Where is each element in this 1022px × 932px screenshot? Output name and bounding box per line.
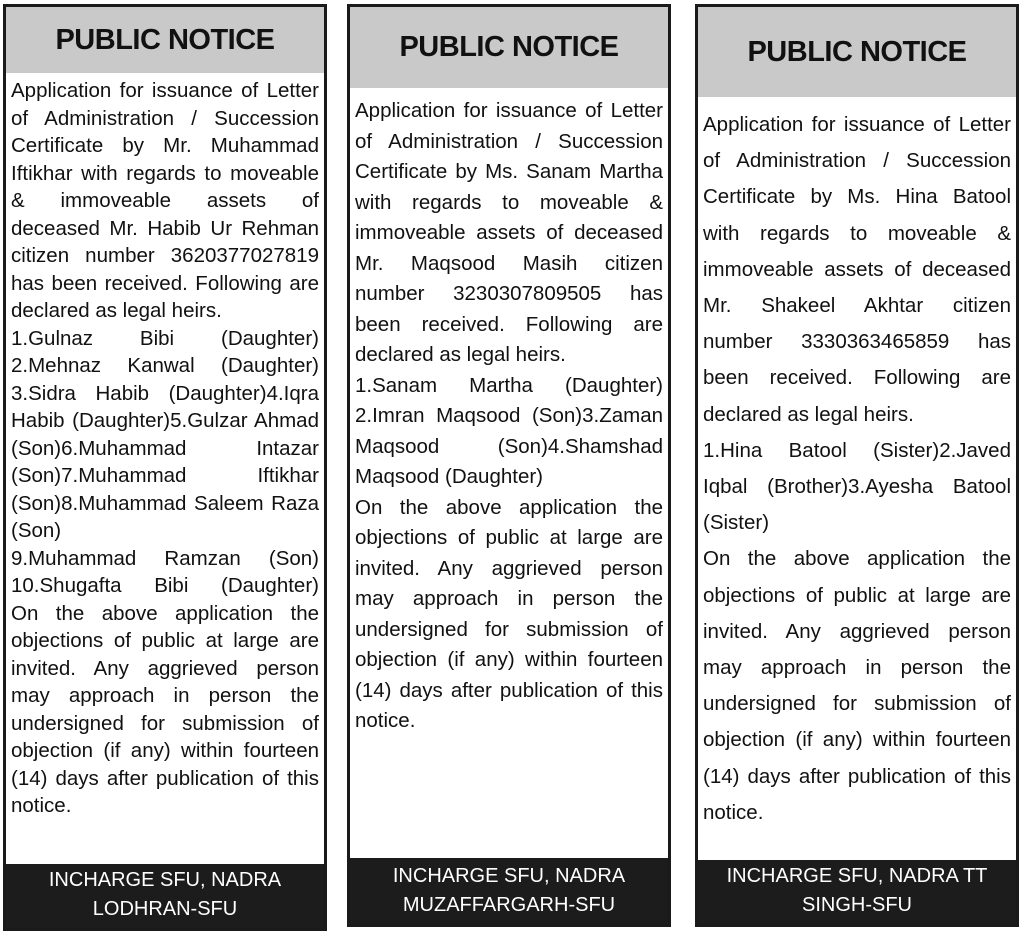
notice-title: PUBLIC NOTICE (6, 7, 324, 73)
heir-entry: 9.Muhammad Ramzan (Son) (11, 546, 319, 570)
notice-title: PUBLIC NOTICE (698, 7, 1016, 97)
footer-line-2: SINGH-SFU (802, 894, 912, 916)
public-notice-lodhran (3, 4, 327, 931)
notice-title: PUBLIC NOTICE (350, 7, 668, 88)
notice-body (350, 88, 668, 858)
heir-entry: 3.Sidra Habib (Daughter)4.Iqra Habib (Daughter)5.Gulzar Ahmad (Son)6.Muhammad Intazar (Son)7.Muhammad Iftikhar (Son)8.Muhammad Saleem Raza (Son) (11, 381, 319, 542)
notice-body (698, 97, 1016, 860)
public-notice-tt-singh (695, 4, 1019, 927)
heir-entry: 1.Gulnaz Bibi (Daughter) (11, 326, 319, 350)
heir-entry: 10.Shugafta Bibi (Daughter) (11, 574, 319, 597)
application-text: Application for issuance of Letter of Administration / Succession Certificate by Ms. Hina Batool with regards to moveable & immoveable assets of deceased Mr. Shakeel Akhtar citizen number 3330363465859 has been received. Following are declared as legal heirs. (703, 113, 1011, 426)
notice-body (6, 73, 324, 864)
footer-line-2: MUZAFFARGARH-SFU (402, 894, 616, 916)
heir-entry: 2.Imran Maqsood (Son)3.Zaman Maqsood (Son)4.Shamshad Maqsood (Daughter) (355, 404, 663, 488)
public-notice-muzaffargarh (347, 4, 671, 927)
footer-line-1: INCHARGE SFU, NADRA (392, 865, 626, 887)
objection-text: On the above application the objections of public at large are invited. Any aggrieved person may approach in person the undersigned for submission of objection (if any) within fourteen (14) days after publication of this notice. (11, 601, 319, 817)
footer-line-2: LODHRAN-SFU (92, 898, 238, 920)
heir-entry: 2.Mehnaz Kanwal (Daughter) (11, 354, 319, 377)
footer-line-1: INCHARGE SFU, NADRA (48, 869, 282, 891)
footer-line-1: INCHARGE SFU, NADRA TT (726, 865, 988, 887)
application-text: Application for issuance of Letter of Administration / Succession Certificate by Ms. Sanam Martha with regards to moveable & immoveable assets of deceased Mr. Maqsood Masih citizen number 3230307809505 has been received. Following are declared as legal heirs. (355, 99, 663, 366)
objection-text: On the above application the objections of public at large are invited. Any aggrieved person may approach in person the undersigned for submission of objection (if any) within fourteen (14) days after publication of this notice. (355, 495, 663, 732)
notice-footer (698, 860, 1016, 924)
objection-text: On the above application the objections of public at large are invited. Any aggrieved person may approach in person the undersigned for submission of objection (if any) within fourteen (14) days after publication of this notice. (703, 547, 1011, 824)
notice-footer (350, 858, 668, 924)
notice-footer (6, 864, 324, 928)
application-text: Application for issuance of Letter of Administration / Succession Certificate by Mr. Muhammad Iftikhar with regards to moveable & immoveable assets of deceased Mr. Habib Ur Rehman citizen number 3620377027819 has been received. Following are declared as legal heirs. (11, 79, 319, 322)
heir-entry: 1.Sanam Martha (Daughter) (355, 373, 663, 397)
heir-entry: 1.Hina Batool (Sister)2.Javed Iqbal (Brother)3.Ayesha Batool (Sister) (703, 438, 1011, 535)
